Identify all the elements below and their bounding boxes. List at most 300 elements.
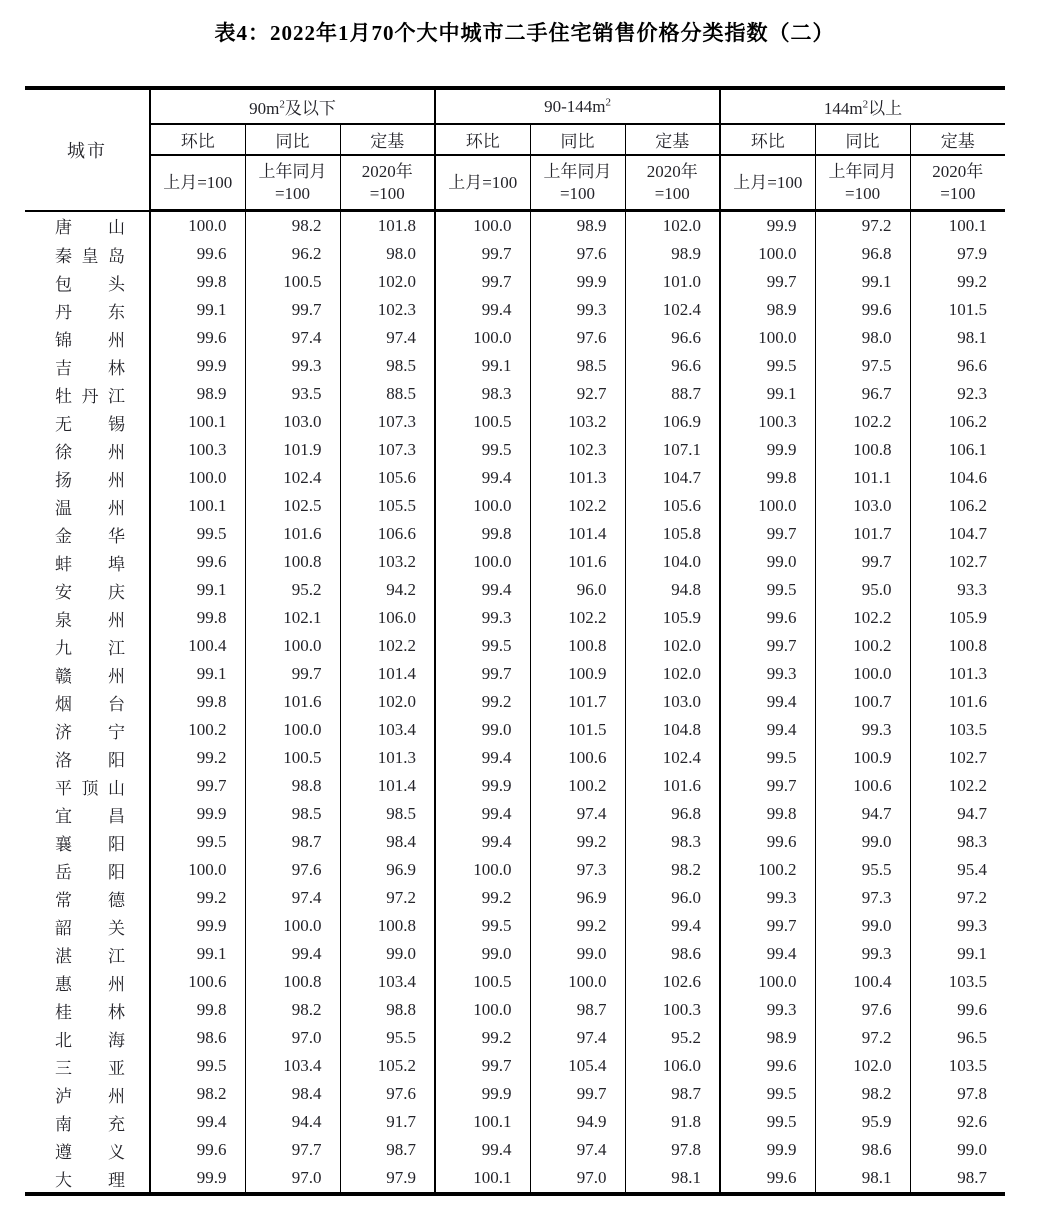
index-value: 100.5 bbox=[245, 744, 340, 772]
index-value: 100.0 bbox=[815, 660, 910, 688]
index-value: 102.5 bbox=[245, 492, 340, 520]
index-value: 100.6 bbox=[815, 772, 910, 800]
base-period-2020: 2020年 =100 bbox=[625, 155, 720, 211]
index-value: 97.0 bbox=[245, 1024, 340, 1052]
index-value: 99.7 bbox=[720, 632, 815, 660]
index-value: 100.0 bbox=[245, 716, 340, 744]
index-value: 99.5 bbox=[720, 352, 815, 380]
index-value: 95.9 bbox=[815, 1108, 910, 1136]
index-value: 102.4 bbox=[625, 744, 720, 772]
index-value: 102.0 bbox=[625, 211, 720, 241]
index-value: 103.2 bbox=[340, 548, 435, 576]
index-value: 99.9 bbox=[720, 211, 815, 241]
index-value: 104.8 bbox=[625, 716, 720, 744]
index-value: 97.9 bbox=[910, 240, 1005, 268]
city-cell bbox=[25, 660, 150, 688]
index-value: 100.0 bbox=[150, 856, 245, 884]
index-value: 101.6 bbox=[245, 520, 340, 548]
index-value: 98.2 bbox=[625, 856, 720, 884]
city-name: 济 宁 bbox=[55, 722, 125, 742]
index-value: 98.4 bbox=[340, 828, 435, 856]
superscript-2: 2 bbox=[279, 98, 285, 111]
index-value: 99.9 bbox=[435, 1080, 530, 1108]
index-value: 91.8 bbox=[625, 1108, 720, 1136]
city-name: 安 庆 bbox=[55, 582, 125, 602]
index-value: 96.7 bbox=[815, 380, 910, 408]
city-cell bbox=[25, 464, 150, 492]
index-value: 99.5 bbox=[720, 576, 815, 604]
index-value: 99.6 bbox=[720, 828, 815, 856]
index-value: 97.0 bbox=[245, 1164, 340, 1194]
index-value: 99.9 bbox=[530, 268, 625, 296]
index-value: 99.9 bbox=[435, 772, 530, 800]
index-value: 98.6 bbox=[150, 1024, 245, 1052]
index-value: 101.7 bbox=[815, 520, 910, 548]
page-title: 表4：2022年1月70个大中城市二手住宅销售价格分类指数（二） bbox=[214, 21, 835, 45]
city-name: 锦 州 bbox=[55, 330, 125, 350]
table-row bbox=[25, 912, 1005, 940]
index-value: 99.4 bbox=[435, 576, 530, 604]
index-value: 99.5 bbox=[435, 436, 530, 464]
city-cell bbox=[25, 1052, 150, 1080]
index-value: 95.5 bbox=[340, 1024, 435, 1052]
city-name: 宜 昌 bbox=[55, 806, 125, 826]
city-cell bbox=[25, 1080, 150, 1108]
index-value: 101.8 bbox=[340, 211, 435, 241]
index-value: 99.5 bbox=[435, 632, 530, 660]
index-value: 100.9 bbox=[530, 660, 625, 688]
index-value: 99.4 bbox=[435, 464, 530, 492]
index-value: 100.0 bbox=[435, 996, 530, 1024]
index-value: 103.5 bbox=[910, 1052, 1005, 1080]
index-value: 100.8 bbox=[530, 632, 625, 660]
index-value: 101.0 bbox=[625, 268, 720, 296]
city-name: 包 头 bbox=[55, 274, 125, 294]
city-cell bbox=[25, 940, 150, 968]
table-row bbox=[25, 996, 1005, 1024]
index-value: 100.8 bbox=[245, 968, 340, 996]
city-name: 大 理 bbox=[55, 1170, 125, 1190]
index-value: 95.4 bbox=[910, 856, 1005, 884]
header-row-base-period bbox=[25, 155, 1005, 211]
index-value: 98.1 bbox=[910, 324, 1005, 352]
city-cell bbox=[25, 436, 150, 464]
index-value: 102.7 bbox=[910, 744, 1005, 772]
index-value: 100.3 bbox=[150, 436, 245, 464]
city-cell bbox=[25, 1164, 150, 1194]
column-group-90-below: $90m^2$及以下 bbox=[150, 88, 435, 124]
index-value: 100.2 bbox=[150, 716, 245, 744]
index-value: 99.7 bbox=[720, 772, 815, 800]
index-value: 102.2 bbox=[530, 492, 625, 520]
index-value: 105.8 bbox=[625, 520, 720, 548]
index-value: 97.2 bbox=[815, 211, 910, 241]
index-value: 99.6 bbox=[150, 240, 245, 268]
index-value: 99.9 bbox=[150, 352, 245, 380]
table-row bbox=[25, 268, 1005, 296]
index-value: 99.4 bbox=[435, 1136, 530, 1164]
index-value: 99.4 bbox=[720, 716, 815, 744]
table-row bbox=[25, 324, 1005, 352]
city-cell bbox=[25, 380, 150, 408]
index-value: 98.5 bbox=[245, 800, 340, 828]
index-value: 102.7 bbox=[910, 548, 1005, 576]
index-value: 97.6 bbox=[815, 996, 910, 1024]
city-cell bbox=[25, 324, 150, 352]
index-value: 99.8 bbox=[150, 268, 245, 296]
index-value: 99.1 bbox=[150, 296, 245, 324]
index-value: 98.7 bbox=[340, 1136, 435, 1164]
index-value: 100.7 bbox=[815, 688, 910, 716]
index-value: 101.4 bbox=[340, 772, 435, 800]
index-value: 102.2 bbox=[815, 408, 910, 436]
index-value: 99.0 bbox=[340, 940, 435, 968]
header-row-groups bbox=[25, 88, 1005, 124]
index-value: 99.7 bbox=[245, 660, 340, 688]
index-value: 100.0 bbox=[435, 492, 530, 520]
city-name: 温 州 bbox=[55, 498, 125, 518]
index-value: 99.9 bbox=[150, 800, 245, 828]
table-row bbox=[25, 436, 1005, 464]
column-header-yoy: 同比 bbox=[815, 124, 910, 155]
index-value: 102.2 bbox=[530, 604, 625, 632]
index-value: 99.8 bbox=[720, 800, 815, 828]
index-value: 107.1 bbox=[625, 436, 720, 464]
city-name: 秦 皇 岛 bbox=[55, 246, 125, 266]
index-value: 101.5 bbox=[530, 716, 625, 744]
index-value: 98.9 bbox=[625, 240, 720, 268]
base-period-prev-month: 上月=100 bbox=[150, 155, 245, 211]
table-row bbox=[25, 1024, 1005, 1052]
city-cell bbox=[25, 1108, 150, 1136]
index-value: 102.6 bbox=[625, 968, 720, 996]
table-header bbox=[25, 88, 1005, 211]
base-period-same-month-last-year: 上年同月 =100 bbox=[815, 155, 910, 211]
index-value: 99.5 bbox=[150, 828, 245, 856]
index-value: 98.9 bbox=[720, 296, 815, 324]
index-value: 99.5 bbox=[720, 1080, 815, 1108]
table-row bbox=[25, 968, 1005, 996]
index-value: 99.7 bbox=[720, 912, 815, 940]
base-period-2020: 2020年 =100 bbox=[340, 155, 435, 211]
index-value: 99.0 bbox=[435, 716, 530, 744]
index-value: 100.2 bbox=[720, 856, 815, 884]
city-cell bbox=[25, 1024, 150, 1052]
index-value: 99.5 bbox=[435, 912, 530, 940]
index-value: 101.3 bbox=[910, 660, 1005, 688]
index-value: 99.7 bbox=[150, 772, 245, 800]
city-name: 惠 州 bbox=[55, 974, 125, 994]
table-row bbox=[25, 492, 1005, 520]
index-value: 93.3 bbox=[910, 576, 1005, 604]
city-name: 南 充 bbox=[55, 1114, 125, 1134]
index-value: 99.5 bbox=[150, 1052, 245, 1080]
table-row bbox=[25, 800, 1005, 828]
index-value: 99.0 bbox=[435, 940, 530, 968]
index-value: 105.5 bbox=[340, 492, 435, 520]
header-row-metrics bbox=[25, 124, 1005, 155]
index-value: 103.4 bbox=[245, 1052, 340, 1080]
index-value: 99.6 bbox=[720, 1052, 815, 1080]
index-value: 99.8 bbox=[435, 520, 530, 548]
index-value: 97.8 bbox=[625, 1136, 720, 1164]
index-value: 100.0 bbox=[435, 211, 530, 241]
index-value: 99.4 bbox=[625, 912, 720, 940]
index-value: 105.6 bbox=[625, 492, 720, 520]
column-group-90-144: $90-144m^2$ bbox=[435, 88, 720, 124]
index-value: 95.0 bbox=[815, 576, 910, 604]
city-cell bbox=[25, 800, 150, 828]
index-value: 99.5 bbox=[720, 1108, 815, 1136]
index-value: 97.9 bbox=[340, 1164, 435, 1194]
city-cell bbox=[25, 492, 150, 520]
index-value: 102.2 bbox=[340, 632, 435, 660]
city-cell bbox=[25, 548, 150, 576]
index-value: 95.2 bbox=[625, 1024, 720, 1052]
index-value: 101.9 bbox=[245, 436, 340, 464]
city-cell bbox=[25, 520, 150, 548]
index-value: 96.8 bbox=[625, 800, 720, 828]
city-cell bbox=[25, 604, 150, 632]
index-value: 94.9 bbox=[530, 1108, 625, 1136]
index-value: 103.2 bbox=[530, 408, 625, 436]
city-name: 赣 州 bbox=[55, 666, 125, 686]
index-value: 102.0 bbox=[815, 1052, 910, 1080]
city-name: 泸 州 bbox=[55, 1086, 125, 1106]
city-name: 金 华 bbox=[55, 526, 125, 546]
index-value: 100.6 bbox=[150, 968, 245, 996]
city-cell bbox=[25, 268, 150, 296]
index-value: 99.3 bbox=[435, 604, 530, 632]
index-value: 100.4 bbox=[815, 968, 910, 996]
index-value: 99.8 bbox=[720, 464, 815, 492]
index-value: 99.3 bbox=[815, 940, 910, 968]
index-value: 102.4 bbox=[245, 464, 340, 492]
index-value: 94.8 bbox=[625, 576, 720, 604]
table-row bbox=[25, 296, 1005, 324]
index-value: 99.1 bbox=[720, 380, 815, 408]
index-value: 99.5 bbox=[720, 744, 815, 772]
city-name: 泉 州 bbox=[55, 610, 125, 630]
index-value: 94.4 bbox=[245, 1108, 340, 1136]
index-value: 98.9 bbox=[720, 1024, 815, 1052]
table-row bbox=[25, 828, 1005, 856]
index-value: 100.6 bbox=[530, 744, 625, 772]
column-group-144-above: $144m^2$以上 bbox=[720, 88, 1005, 124]
city-cell bbox=[25, 772, 150, 800]
city-name: 洛 阳 bbox=[55, 750, 125, 770]
index-value: 98.4 bbox=[245, 1080, 340, 1108]
table-row bbox=[25, 660, 1005, 688]
index-value: 106.2 bbox=[910, 408, 1005, 436]
index-value: 100.1 bbox=[435, 1164, 530, 1194]
index-value: 99.1 bbox=[150, 576, 245, 604]
city-name: 桂 林 bbox=[55, 1002, 125, 1022]
city-cell bbox=[25, 856, 150, 884]
index-value: 99.4 bbox=[435, 800, 530, 828]
index-value: 99.9 bbox=[150, 912, 245, 940]
index-value: 97.6 bbox=[245, 856, 340, 884]
price-index-table bbox=[25, 86, 1005, 1196]
index-value: 99.3 bbox=[720, 660, 815, 688]
index-value: 104.6 bbox=[910, 464, 1005, 492]
index-value: 94.2 bbox=[340, 576, 435, 604]
city-name: 烟 台 bbox=[55, 694, 125, 714]
base-period-same-month-last-year: 上年同月 =100 bbox=[530, 155, 625, 211]
index-value: 91.7 bbox=[340, 1108, 435, 1136]
index-value: 97.6 bbox=[530, 324, 625, 352]
index-value: 103.0 bbox=[625, 688, 720, 716]
column-header-mom: 环比 bbox=[720, 124, 815, 155]
index-value: 101.6 bbox=[530, 548, 625, 576]
index-value: 100.9 bbox=[815, 744, 910, 772]
index-value: 106.2 bbox=[910, 492, 1005, 520]
city-cell bbox=[25, 576, 150, 604]
index-value: 102.3 bbox=[340, 296, 435, 324]
city-name: 常 德 bbox=[55, 890, 125, 910]
index-value: 102.2 bbox=[815, 604, 910, 632]
city-cell bbox=[25, 744, 150, 772]
index-value: 97.4 bbox=[530, 1024, 625, 1052]
index-value: 96.2 bbox=[245, 240, 340, 268]
index-value: 99.7 bbox=[435, 1052, 530, 1080]
city-cell bbox=[25, 688, 150, 716]
index-value: 99.3 bbox=[910, 912, 1005, 940]
index-value: 103.5 bbox=[910, 716, 1005, 744]
index-value: 99.7 bbox=[815, 548, 910, 576]
index-value: 98.7 bbox=[530, 996, 625, 1024]
index-value: 99.2 bbox=[150, 744, 245, 772]
index-value: 97.4 bbox=[340, 324, 435, 352]
index-value: 100.0 bbox=[720, 968, 815, 996]
index-value: 94.7 bbox=[910, 800, 1005, 828]
index-value: 99.2 bbox=[530, 828, 625, 856]
index-value: 94.7 bbox=[815, 800, 910, 828]
index-value: 105.4 bbox=[530, 1052, 625, 1080]
column-header-fixed-base: 定基 bbox=[340, 124, 435, 155]
index-value: 99.0 bbox=[530, 940, 625, 968]
index-value: 97.6 bbox=[340, 1080, 435, 1108]
index-value: 100.0 bbox=[530, 968, 625, 996]
column-header-city: 城市 bbox=[25, 88, 150, 211]
column-header-yoy: 同比 bbox=[245, 124, 340, 155]
index-value: 99.6 bbox=[150, 324, 245, 352]
index-value: 97.4 bbox=[530, 800, 625, 828]
index-value: 100.1 bbox=[435, 1108, 530, 1136]
index-value: 100.0 bbox=[720, 240, 815, 268]
city-name: 唐 山 bbox=[55, 218, 125, 238]
index-value: 100.5 bbox=[435, 968, 530, 996]
index-value: 104.7 bbox=[910, 520, 1005, 548]
index-value: 98.2 bbox=[245, 211, 340, 241]
index-value: 100.8 bbox=[340, 912, 435, 940]
index-value: 99.1 bbox=[150, 660, 245, 688]
table-row bbox=[25, 604, 1005, 632]
city-cell bbox=[25, 996, 150, 1024]
table-row bbox=[25, 744, 1005, 772]
index-value: 98.2 bbox=[245, 996, 340, 1024]
index-value: 99.4 bbox=[720, 940, 815, 968]
index-value: 99.2 bbox=[435, 884, 530, 912]
index-value: 98.6 bbox=[815, 1136, 910, 1164]
index-value: 106.1 bbox=[910, 436, 1005, 464]
index-value: 98.3 bbox=[910, 828, 1005, 856]
index-value: 101.3 bbox=[530, 464, 625, 492]
index-value: 102.0 bbox=[340, 268, 435, 296]
index-value: 103.4 bbox=[340, 968, 435, 996]
table-row bbox=[25, 408, 1005, 436]
base-period-2020: 2020年 =100 bbox=[910, 155, 1005, 211]
index-value: 97.2 bbox=[910, 884, 1005, 912]
index-value: 95.5 bbox=[815, 856, 910, 884]
index-value: 102.1 bbox=[245, 604, 340, 632]
index-value: 100.0 bbox=[150, 464, 245, 492]
index-value: 101.6 bbox=[910, 688, 1005, 716]
index-value: 100.0 bbox=[245, 912, 340, 940]
index-value: 97.6 bbox=[530, 240, 625, 268]
index-value: 99.4 bbox=[435, 744, 530, 772]
table-row bbox=[25, 380, 1005, 408]
index-value: 99.6 bbox=[150, 548, 245, 576]
index-value: 102.2 bbox=[910, 772, 1005, 800]
superscript-2: 2 bbox=[862, 98, 869, 111]
table-row bbox=[25, 688, 1005, 716]
index-value: 106.0 bbox=[340, 604, 435, 632]
index-value: 98.8 bbox=[245, 772, 340, 800]
index-value: 99.5 bbox=[150, 520, 245, 548]
index-value: 97.4 bbox=[245, 884, 340, 912]
index-value: 102.0 bbox=[340, 688, 435, 716]
index-value: 96.5 bbox=[910, 1024, 1005, 1052]
index-value: 104.0 bbox=[625, 548, 720, 576]
index-value: 100.8 bbox=[910, 632, 1005, 660]
index-value: 97.4 bbox=[245, 324, 340, 352]
index-value: 100.2 bbox=[815, 632, 910, 660]
index-value: 99.6 bbox=[720, 1164, 815, 1194]
index-value: 103.5 bbox=[910, 968, 1005, 996]
index-value: 98.3 bbox=[625, 828, 720, 856]
table-row bbox=[25, 632, 1005, 660]
index-value: 99.9 bbox=[720, 436, 815, 464]
index-value: 99.4 bbox=[245, 940, 340, 968]
index-value: 101.5 bbox=[910, 296, 1005, 324]
index-value: 106.0 bbox=[625, 1052, 720, 1080]
index-value: 99.2 bbox=[435, 1024, 530, 1052]
index-value: 99.1 bbox=[910, 940, 1005, 968]
index-value: 101.3 bbox=[340, 744, 435, 772]
index-value: 99.4 bbox=[435, 828, 530, 856]
index-value: 97.5 bbox=[815, 352, 910, 380]
column-header-mom: 环比 bbox=[150, 124, 245, 155]
city-cell bbox=[25, 240, 150, 268]
index-value: 103.0 bbox=[245, 408, 340, 436]
index-value: 101.1 bbox=[815, 464, 910, 492]
index-value: 92.6 bbox=[910, 1108, 1005, 1136]
index-value: 106.6 bbox=[340, 520, 435, 548]
city-name: 扬 州 bbox=[55, 470, 125, 490]
index-value: 99.1 bbox=[435, 352, 530, 380]
index-value: 88.7 bbox=[625, 380, 720, 408]
index-value: 99.6 bbox=[815, 296, 910, 324]
index-value: 98.7 bbox=[245, 828, 340, 856]
column-header-fixed-base: 定基 bbox=[910, 124, 1005, 155]
index-value: 98.0 bbox=[815, 324, 910, 352]
index-value: 96.0 bbox=[530, 576, 625, 604]
table-row bbox=[25, 1164, 1005, 1194]
index-value: 105.6 bbox=[340, 464, 435, 492]
city-name: 丹 东 bbox=[55, 302, 125, 322]
index-value: 97.8 bbox=[910, 1080, 1005, 1108]
